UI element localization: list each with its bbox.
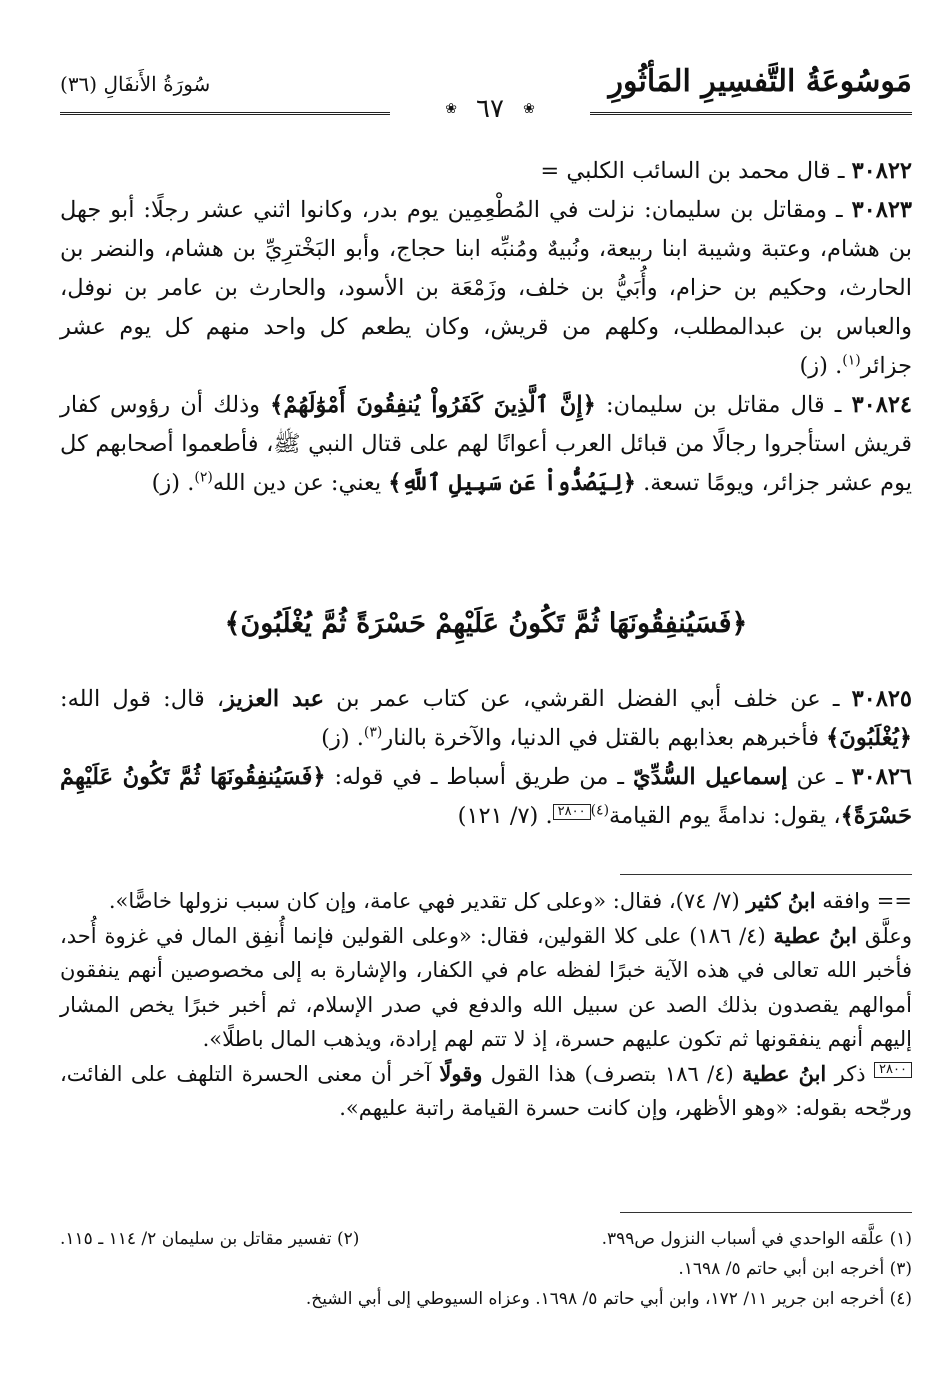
narration-30823 xyxy=(60,191,912,386)
narration-number: ٣٠٨٢٣ xyxy=(851,197,912,223)
footnote-ref[interactable]: (٤) xyxy=(590,802,610,819)
narration-30824 xyxy=(60,386,912,503)
main-text-2 xyxy=(60,680,912,836)
footnote-4: (٤) أخرجه ابن جرير ١١/ ١٧٢، وابن أبي حاتم ٥/ ١٦٩٨. وعزاه السيوطي إلى أبي الشيخ. xyxy=(305,1289,912,1309)
narration-text: ـ قال مقاتل بن سليمان: xyxy=(595,392,852,418)
narration-30826 xyxy=(60,758,912,836)
narration-number: ٣٠٨٢٢ xyxy=(851,158,912,184)
cross-ref-box[interactable]: ٢٨٠٠ xyxy=(874,1062,912,1078)
surah-label: سُورَةُ الأَنفَالِ (٣٦) xyxy=(60,72,211,96)
scholar-name: ابنُ عطية xyxy=(742,1060,827,1086)
narration-text: يعني: عن دين الله xyxy=(212,470,389,496)
ornament-icon: ❀ xyxy=(445,101,457,117)
narration-text: وذلك أن رؤوس كفار قريش استأجروا رجالًا من قبائل العرب أعوانًا لهم على قتال النبي ﷺ، فأطعموا أصحابهم كل يوم عشر جزائر، ويومًا تسعة. xyxy=(60,392,912,496)
page-number-group xyxy=(390,94,590,134)
narration-text: ـ عن xyxy=(787,764,852,790)
quran-quote: ﴿فَسَيُنفِقُونَهَا ثُمَّ تَكُونُ عَلَيْهِمْ حَسْرَةً﴾ xyxy=(60,764,912,829)
narration-text: ـ عن خلف أبي الفضل القرشي، عن كتاب عمر بن xyxy=(324,686,852,712)
narration-tail: . (ز) xyxy=(321,725,364,751)
footnote-ref[interactable]: (١) xyxy=(842,352,861,369)
commentary-emphasis: وقولًا xyxy=(439,1060,483,1086)
narration-text: ، يقول: ندامةً يوم القيامة xyxy=(609,803,841,829)
narration-tail: . (ز) xyxy=(799,353,843,379)
footnote-1: (١) علَّقه الواحدي في أسباب النزول ص٣٩٩. xyxy=(601,1229,912,1249)
footnote-3: (٣) أخرجه ابن أبي حاتم ٥/ ١٦٩٨. xyxy=(678,1259,912,1279)
commentary-lead: ذكر xyxy=(826,1061,875,1086)
footnote-ref[interactable]: (٢) xyxy=(194,469,213,486)
ornament-icon: ❀ xyxy=(523,101,535,117)
footnote-2: (٢) تفسير مقاتل بن سليمان ٢/ ١١٤ ـ ١١٥. xyxy=(60,1229,360,1249)
commentary xyxy=(60,884,912,1126)
narration-tail: . (ز) xyxy=(151,470,195,496)
cross-ref-box[interactable]: ٢٨٠٠ xyxy=(553,804,591,820)
quran-quote: ﴿إِنَّ ٱلَّذِينَ كَفَرُواْ يُنفِقُونَ أَمْوَٰلَهُمْ﴾ xyxy=(270,392,596,418)
verse-heading: ﴿فَسَيُنفِقُونَهَا ثُمَّ تَكُونُ عَلَيْهِمْ حَسْرَةً ثُمَّ يُغْلَبُونَ﴾ xyxy=(224,608,748,639)
running-header xyxy=(60,60,912,128)
commentary-ibn-kathir xyxy=(60,884,912,919)
narration-tail: . (٧/ ١٢١) xyxy=(457,803,553,829)
footnote-ref[interactable]: (٣) xyxy=(363,724,383,741)
narration-number: ٣٠٨٢٦ xyxy=(851,764,913,790)
separator-line xyxy=(620,874,912,875)
narration-30825 xyxy=(60,680,912,758)
commentary-text: (٤/ ١٨٦ بتصرف) هذا القول xyxy=(482,1061,743,1086)
footnote-separator xyxy=(620,1212,912,1213)
narration-number: ٣٠٨٢٤ xyxy=(851,392,912,418)
narration-text: ـ قال محمد بن السائب الكلبي = xyxy=(540,158,852,184)
narration-text: ، قال: قول الله: xyxy=(60,686,225,712)
main-text xyxy=(60,152,912,503)
page-number: ٦٧ xyxy=(476,94,504,124)
quran-quote: ﴿يُغْلَبُونَ﴾ xyxy=(826,725,912,751)
narration-text: فأخبرهم بعذابهم بالقتل في الدنيا، والآخرة بالنار xyxy=(382,725,827,751)
scholar-name: ابنُ كثير xyxy=(746,888,816,913)
commentary-box-2800 xyxy=(60,1057,912,1126)
footnote-row xyxy=(60,1224,912,1254)
commentary-text: آخر أن معنى الحسرة التلهف على الفائت، ورجّحه بقوله: «وهو الأظهر، وإن كانت حسرة القيامة راتبة عليهم». xyxy=(60,1061,912,1120)
scholar-name: ابنُ عطية xyxy=(773,922,857,948)
commentary-text: (٤/ ١٨٦) على كلا القولين، فقال: «وعلى القولين فإنما أُنفِق المال في غزوة أُحد، فأخبر الله تعالى في هذه الآية خبرًا لفظه عام في الكفار، والإشارة به إلى مخصوصين أنهم ينفقون أموالهم يقصدون بذلك الصد عن سبيل الله والدفع في صدر الإسلام، ثم أخبر خبرًا يخص المشار إليهم أنهم ينفقونها ثم تكون عليهم حسرة، إذ لا تتم لهم إرادة، ويذهب المال باطلًا». xyxy=(60,923,912,1051)
commentary-lead: وعلَّق xyxy=(856,923,912,948)
narration-text: ـ من طريق أسباط ـ في قوله: xyxy=(325,764,634,790)
commentary-text: (٧/ ٧٤)، فقال: «وعلى كل تقدير فهي عامة، وإن كان سبب نزولها خاصًّا». xyxy=(108,889,747,913)
narration-30822 xyxy=(60,152,912,191)
narration-number: ٣٠٨٢٥ xyxy=(851,686,913,712)
narrator-name: عبد العزيز xyxy=(224,686,324,712)
commentary-lead: == وافقه xyxy=(815,889,912,913)
quran-quote: ﴿لِيَصُدُّواْ عَن سَبِيلِ ٱللَّهِ﴾ xyxy=(388,470,636,496)
narration-text: ـ ومقاتل بن سليمان: نزلت في المُطْعِمِين يوم بدر، وكانوا اثني عشر رجلًا: أبو جهل بن هشام، وعتبة وشيبة ابنا ربيعة، ونُبيهٌ ومُنبِّه ابنا حجاج، وأبو البَخْترِيِّ بن هشام، والنضر بن الحارث، وحكيم بن حزام، وأُبَيُّ بن خلف، وزَمْعَة بن الأسود، والحارث بن عامر بن نوفل، والعباس بن عبدالمطلب، وكلهم من قريش، وكان يطعم كل واحد منهم كل يوم عشر جزائر xyxy=(60,197,912,379)
narrator-name: إسماعيل السُّدِّيّ xyxy=(633,764,788,790)
commentary-ibn-atiyya xyxy=(60,919,912,1057)
footnotes xyxy=(60,1224,912,1314)
book-title: مَوسُوعَةُ التَّفسِيرِ المَأثُورِ xyxy=(608,64,912,99)
